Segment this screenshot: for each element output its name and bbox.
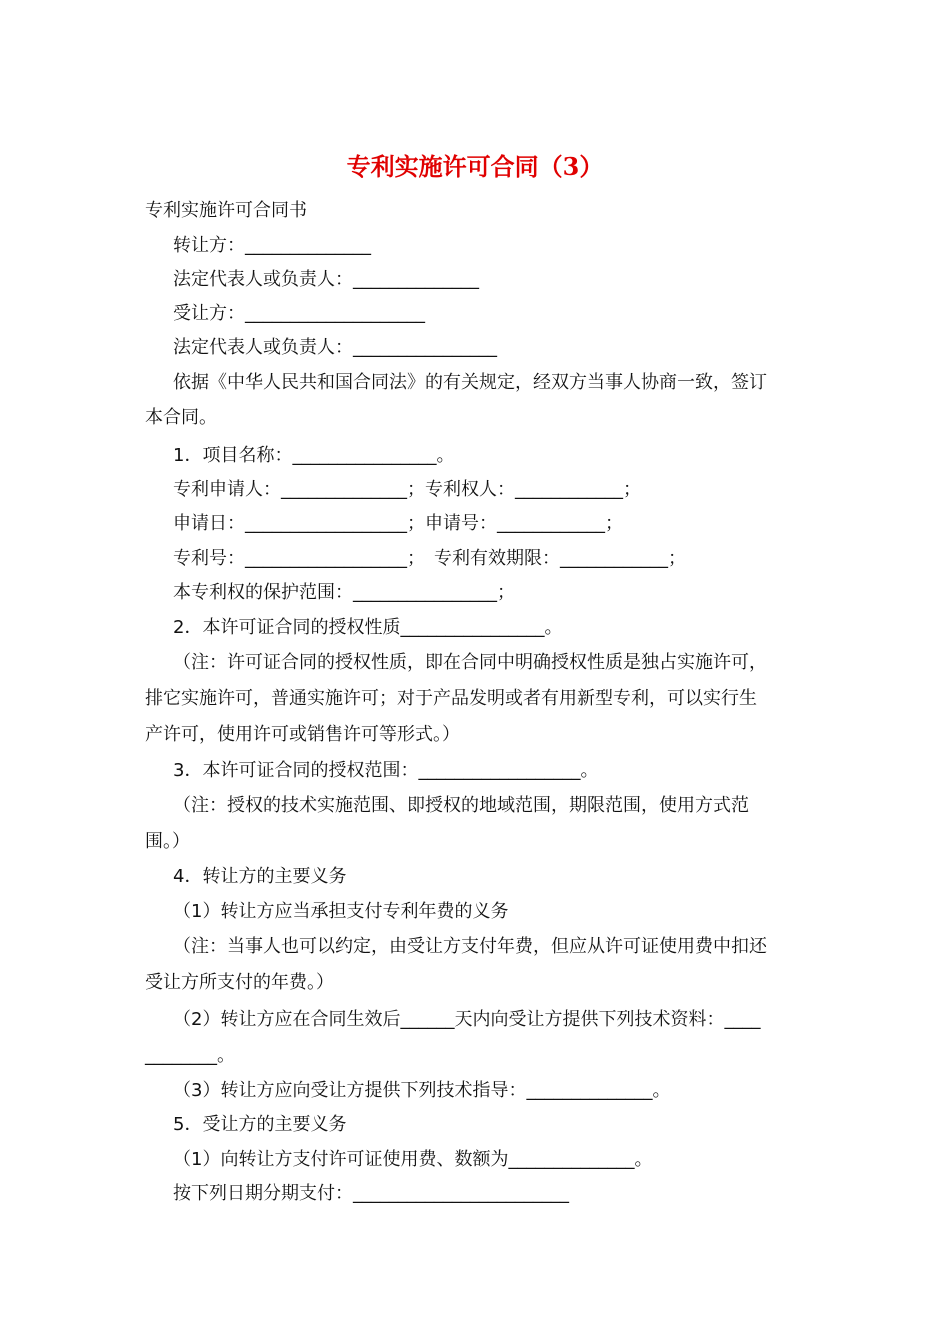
clause-1-project-name: 1．项目名称：________________。 [173, 445, 455, 466]
clause-2-nature: 2．本许可证合同的授权性质________________。 [173, 617, 563, 638]
clause-1-patent-number: 专利号：__________________； 专利有效期限：____________； [173, 548, 686, 569]
clause-4-note-line-2: 受让方所支付的年费。） [145, 972, 334, 993]
transferee-line: 受让方：____________________ [173, 303, 425, 324]
clause-4-heading: 4．转让方的主要义务 [173, 866, 347, 887]
preamble-line-2: 本合同。 [145, 407, 217, 428]
clause-5-payment-schedule: 按下列日期分期支付：________________________ [173, 1183, 569, 1204]
transferor-line: 转让方：______________ [173, 235, 371, 256]
clause-1-application-date: 申请日：__________________；申请号：____________； [173, 513, 623, 534]
clause-5-heading: 5．受让方的主要义务 [173, 1114, 347, 1135]
clause-4-item-2-line-1: （2）转让方应在合同生效后______天内向受让方提供下列技术资料：____ [173, 1009, 761, 1030]
clause-5-item-1: （1）向转让方支付许可证使用费、数额为______________。 [173, 1149, 653, 1170]
clause-4-item-1: （1）转让方应当承担支付专利年费的义务 [173, 901, 509, 922]
clause-3-note-line-2: 围。） [145, 831, 190, 852]
subtitle-line: 专利实施许可合同书 [145, 200, 307, 221]
transferor-representative-line: 法定代表人或负责人：______________ [173, 269, 479, 290]
clause-2-note-line-1: （注：许可证合同的授权性质，即在合同中明确授权性质是独占实施许可， [173, 652, 767, 673]
transferee-representative-line: 法定代表人或负责人：________________ [173, 337, 497, 358]
preamble-line-1: 依据《中华人民共和国合同法》的有关规定，经双方当事人协商一致，签订 [173, 372, 767, 393]
clause-4-note-line-1: （注：当事人也可以约定，由受让方支付年费，但应从许可证使用费中扣还 [173, 936, 767, 957]
clause-3-scope: 3．本许可证合同的授权范围：__________________。 [173, 760, 599, 781]
clause-4-item-3: （3）转让方应向受让方提供下列技术指导：______________。 [173, 1080, 671, 1101]
clause-1-protection-scope: 本专利权的保护范围：________________； [173, 582, 515, 603]
clause-2-note-line-2: 排它实施许可，普通实施许可；对于产品发明或者有用新型专利，可以实行生 [145, 688, 757, 709]
clause-4-item-2-line-2: ________。 [145, 1045, 235, 1066]
clause-3-note-line-1: （注：授权的技术实施范围、即授权的地域范围，期限范围，使用方式范 [173, 795, 749, 816]
clause-1-applicant: 专利申请人：______________；专利权人：____________； [173, 479, 641, 500]
clause-2-note-line-3: 产许可，使用许可或销售许可等形式。） [145, 724, 460, 745]
document-title: 专利实施许可合同（3） [346, 152, 604, 181]
